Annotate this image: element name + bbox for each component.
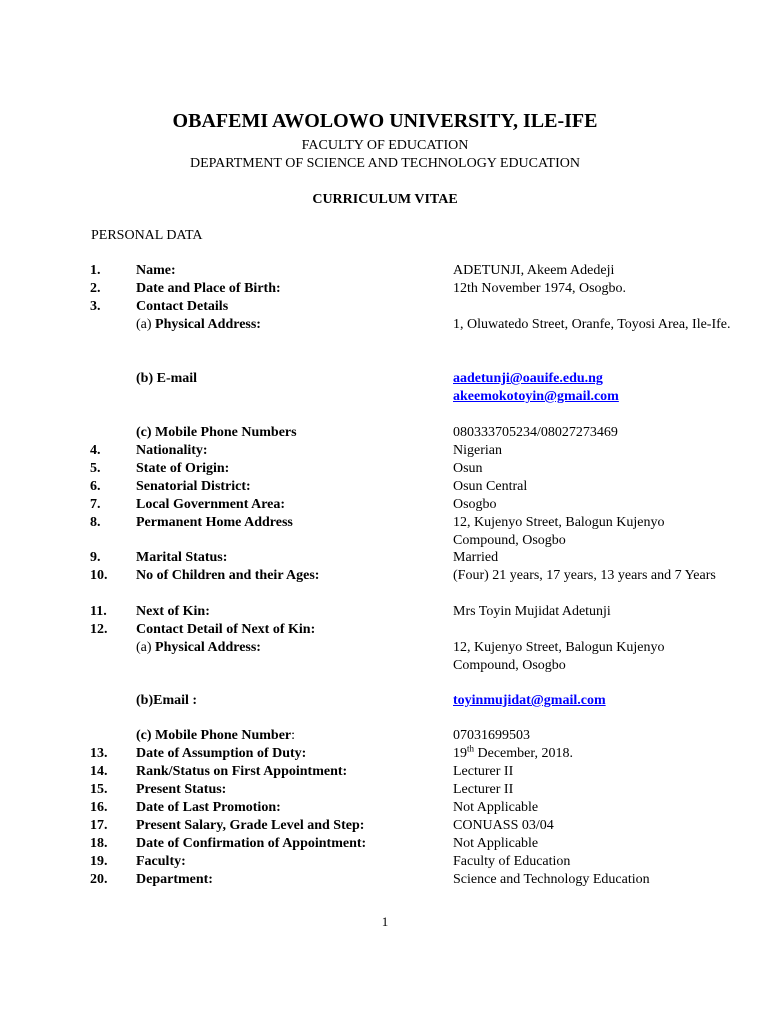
- kin-address-label: (a) Physical Address:: [136, 640, 261, 655]
- item-number: 8.: [90, 515, 101, 530]
- faculty-label: Faculty:: [136, 854, 186, 869]
- item-number: 14.: [90, 764, 108, 779]
- item-number: 3.: [90, 299, 101, 314]
- item-number: 15.: [90, 782, 108, 797]
- item-number: 16.: [90, 800, 108, 815]
- department-value: Science and Technology Education: [453, 872, 650, 887]
- item-number: 18.: [90, 836, 108, 851]
- nationality-label: Nationality:: [136, 443, 208, 458]
- email-link-1[interactable]: aadetunji@oauife.edu.ng: [453, 371, 603, 386]
- confirmation-label: Date of Confirmation of Appointment:: [136, 836, 367, 851]
- children-label: No of Children and their Ages:: [136, 568, 320, 583]
- last-promotion-label: Date of Last Promotion:: [136, 800, 281, 815]
- faculty-title: FACULTY OF EDUCATION: [301, 138, 469, 153]
- name-label: Name:: [136, 263, 176, 278]
- next-of-kin-label: Next of Kin:: [136, 604, 210, 619]
- birth-label: Date and Place of Birth:: [136, 281, 281, 296]
- senatorial-value: Osun Central: [453, 479, 528, 494]
- kin-mobile-value: 07031699503: [453, 728, 530, 743]
- item-number: 10.: [90, 568, 108, 583]
- marital-value: Married: [453, 550, 499, 565]
- kin-email-value: [453, 692, 733, 710]
- item-number: 6.: [90, 479, 101, 494]
- confirmation-value: Not Applicable: [453, 836, 539, 851]
- item-number: 4.: [90, 443, 101, 458]
- item-number: 17.: [90, 818, 108, 833]
- last-promotion-value: Not Applicable: [453, 800, 539, 815]
- item-number: 11.: [90, 604, 107, 619]
- kin-email-link[interactable]: toyinmujidat@gmail.com: [453, 693, 606, 708]
- lga-label: Local Government Area:: [136, 497, 286, 512]
- marital-label: Marital Status:: [136, 550, 228, 565]
- document-title: CURRICULUM VITAE: [312, 192, 458, 207]
- department-title: DEPARTMENT OF SCIENCE AND TECHNOLOGY EDUCATION: [189, 156, 580, 171]
- email-label: (b) E-mail: [136, 371, 198, 386]
- item-number: 20.: [90, 872, 108, 887]
- item-number: 9.: [90, 550, 101, 565]
- item-number: 19.: [90, 854, 108, 869]
- physical-address-label: (a) Physical Address:: [136, 317, 261, 332]
- home-address-value: 12, Kujenyo Street, Balogun Kujenyo Compound, Osogbo: [453, 515, 665, 548]
- contact-details-label: Contact Details: [136, 299, 229, 314]
- faculty-value: Faculty of Education: [453, 854, 571, 869]
- assumption-label: Date of Assumption of Duty:: [136, 746, 307, 761]
- first-rank-value: Lecturer II: [453, 764, 514, 779]
- state-value: Osun: [453, 461, 483, 476]
- department-label: Department:: [136, 872, 213, 887]
- item-number: 2.: [90, 281, 101, 296]
- physical-address-value: 1, Oluwatedo Street, Oranfe, Toyosi Area, Ile-Ife.: [453, 317, 731, 332]
- present-status-value: Lecturer II: [453, 782, 514, 797]
- state-label: State of Origin:: [136, 461, 230, 476]
- first-rank-label: Rank/Status on First Appointment:: [136, 764, 348, 779]
- kin-address-value: 12, Kujenyo Street, Balogun Kujenyo Compound, Osogbo: [453, 640, 665, 673]
- mobile-numbers-value: 080333705234/08027273469: [453, 425, 618, 440]
- birth-value: 12th November 1974, Osogbo.: [453, 281, 627, 296]
- page-number: 1: [381, 914, 389, 929]
- item-number: 13.: [90, 746, 108, 761]
- next-of-kin-value: Mrs Toyin Mujidat Adetunji: [453, 604, 611, 619]
- senatorial-label: Senatorial District:: [136, 479, 251, 494]
- university-title: OBAFEMI AWOLOWO UNIVERSITY, ILE-IFE: [172, 110, 598, 132]
- nationality-value: Nigerian: [453, 443, 502, 458]
- section-title: PERSONAL DATA: [91, 228, 203, 243]
- assumption-value: 19th December, 2018.: [453, 743, 573, 761]
- kin-email-label: (b)Email :: [136, 693, 198, 708]
- name-value: ADETUNJI, Akeem Adedeji: [453, 263, 615, 278]
- email-values: [453, 370, 733, 406]
- email-link-2[interactable]: akeemokotoyin@gmail.com: [453, 389, 619, 404]
- item-number: 1.: [90, 263, 101, 278]
- children-value: (Four) 21 years, 17 years, 13 years and 7 Years: [453, 568, 716, 583]
- salary-value: CONUASS 03/04: [453, 818, 554, 833]
- home-address-label: Permanent Home Address: [136, 515, 293, 530]
- item-number: 7.: [90, 497, 101, 512]
- lga-value: Osogbo: [453, 497, 497, 512]
- kin-contact-label: Contact Detail of Next of Kin:: [136, 622, 316, 637]
- item-number: 5.: [90, 461, 101, 476]
- salary-label: Present Salary, Grade Level and Step:: [136, 818, 365, 833]
- present-status-label: Present Status:: [136, 782, 227, 797]
- kin-mobile-label: (c) Mobile Phone Number:: [136, 728, 296, 743]
- item-number: 12.: [90, 622, 108, 637]
- mobile-numbers-label: (c) Mobile Phone Numbers: [136, 425, 297, 440]
